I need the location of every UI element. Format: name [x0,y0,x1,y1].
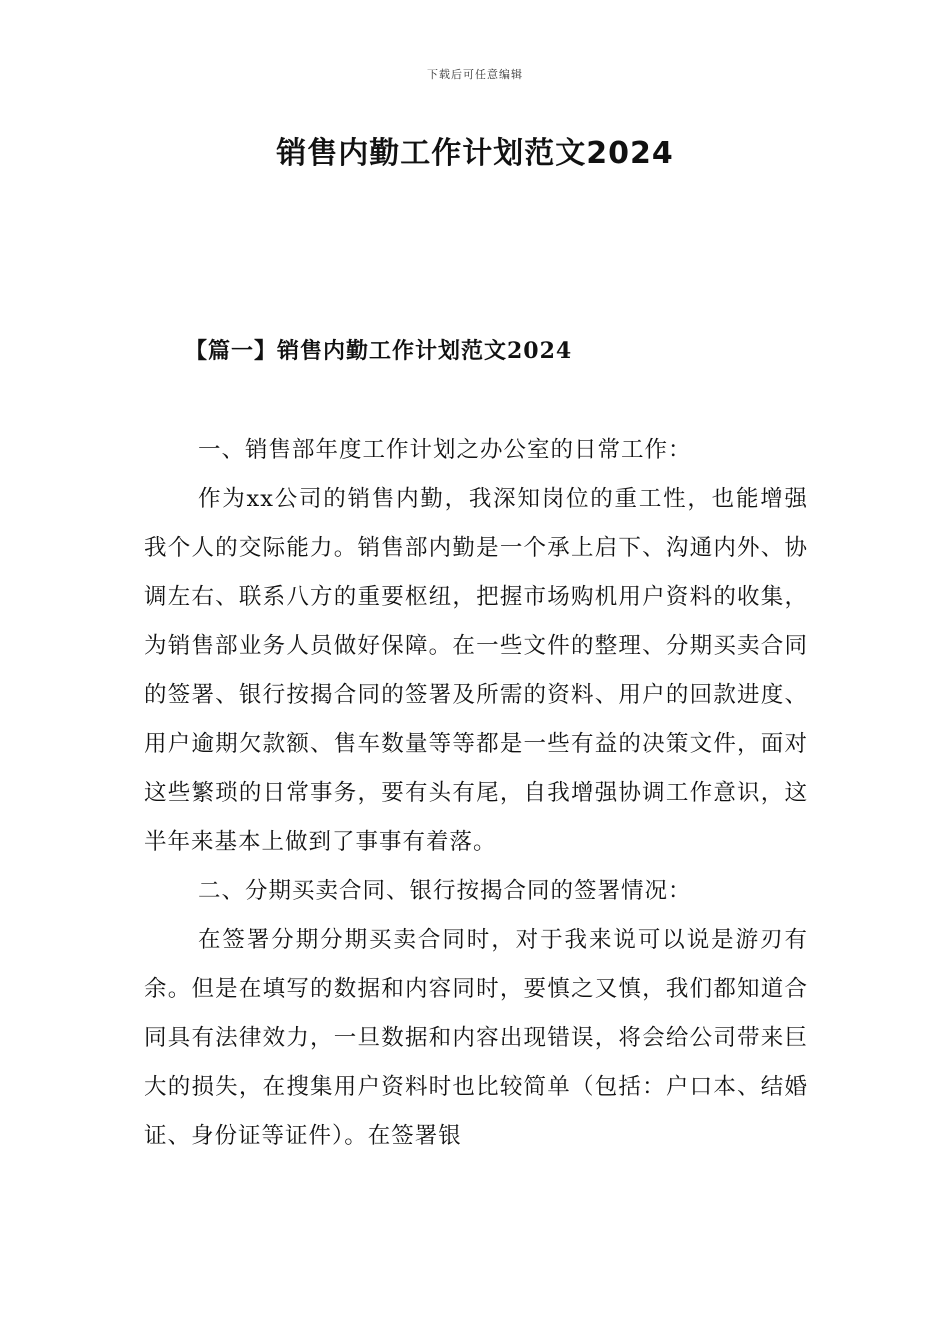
paragraph-office-work-body: 作为xx公司的销售内勤，我深知岗位的重工性，也能增强我个人的交际能力。销售部内勤是一个承上启下、沟通内外、协调左右、联系八方的重要枢纽，把握市场购机用户资料的收集，为销售部业务人员做好保障。在一些文件的整理、分期买卖合同的签署、银行按揭合同的签署及所需的资料、用户的回款进度、用户逾期欠款额、售车数量等等都是一些有益的决策文件，面对这些繁琐的日常事务，要有头有尾，自我增强协调工作意识，这半年来基本上做到了事事有着落。 [144,486,808,855]
header-note: 下载后可任意编辑 [427,68,523,81]
section-heading: 【篇一】销售内勤工作计划范文2024 [185,338,573,364]
document-body [144,426,808,1161]
paragraph-contract-heading: 二、分期买卖合同、银行按揭合同的签署情况： [198,878,692,904]
paragraph-office-work-heading: 一、销售部年度工作计划之办公室的日常工作： [198,437,692,463]
paragraph-contract-body: 在签署分期分期买卖合同时，对于我来说可以说是游刃有余。但是在填写的数据和内容同时，要慎之又慎，我们都知道合同具有法律效力，一旦数据和内容出现错误，将会给公司带来巨大的损失，在搜集用户资料时也比较简单（包括：户口本、结婚证、身份证等证件）。在签署银 [144,927,808,1149]
document-title: 销售内勤工作计划范文2024 [276,136,674,171]
